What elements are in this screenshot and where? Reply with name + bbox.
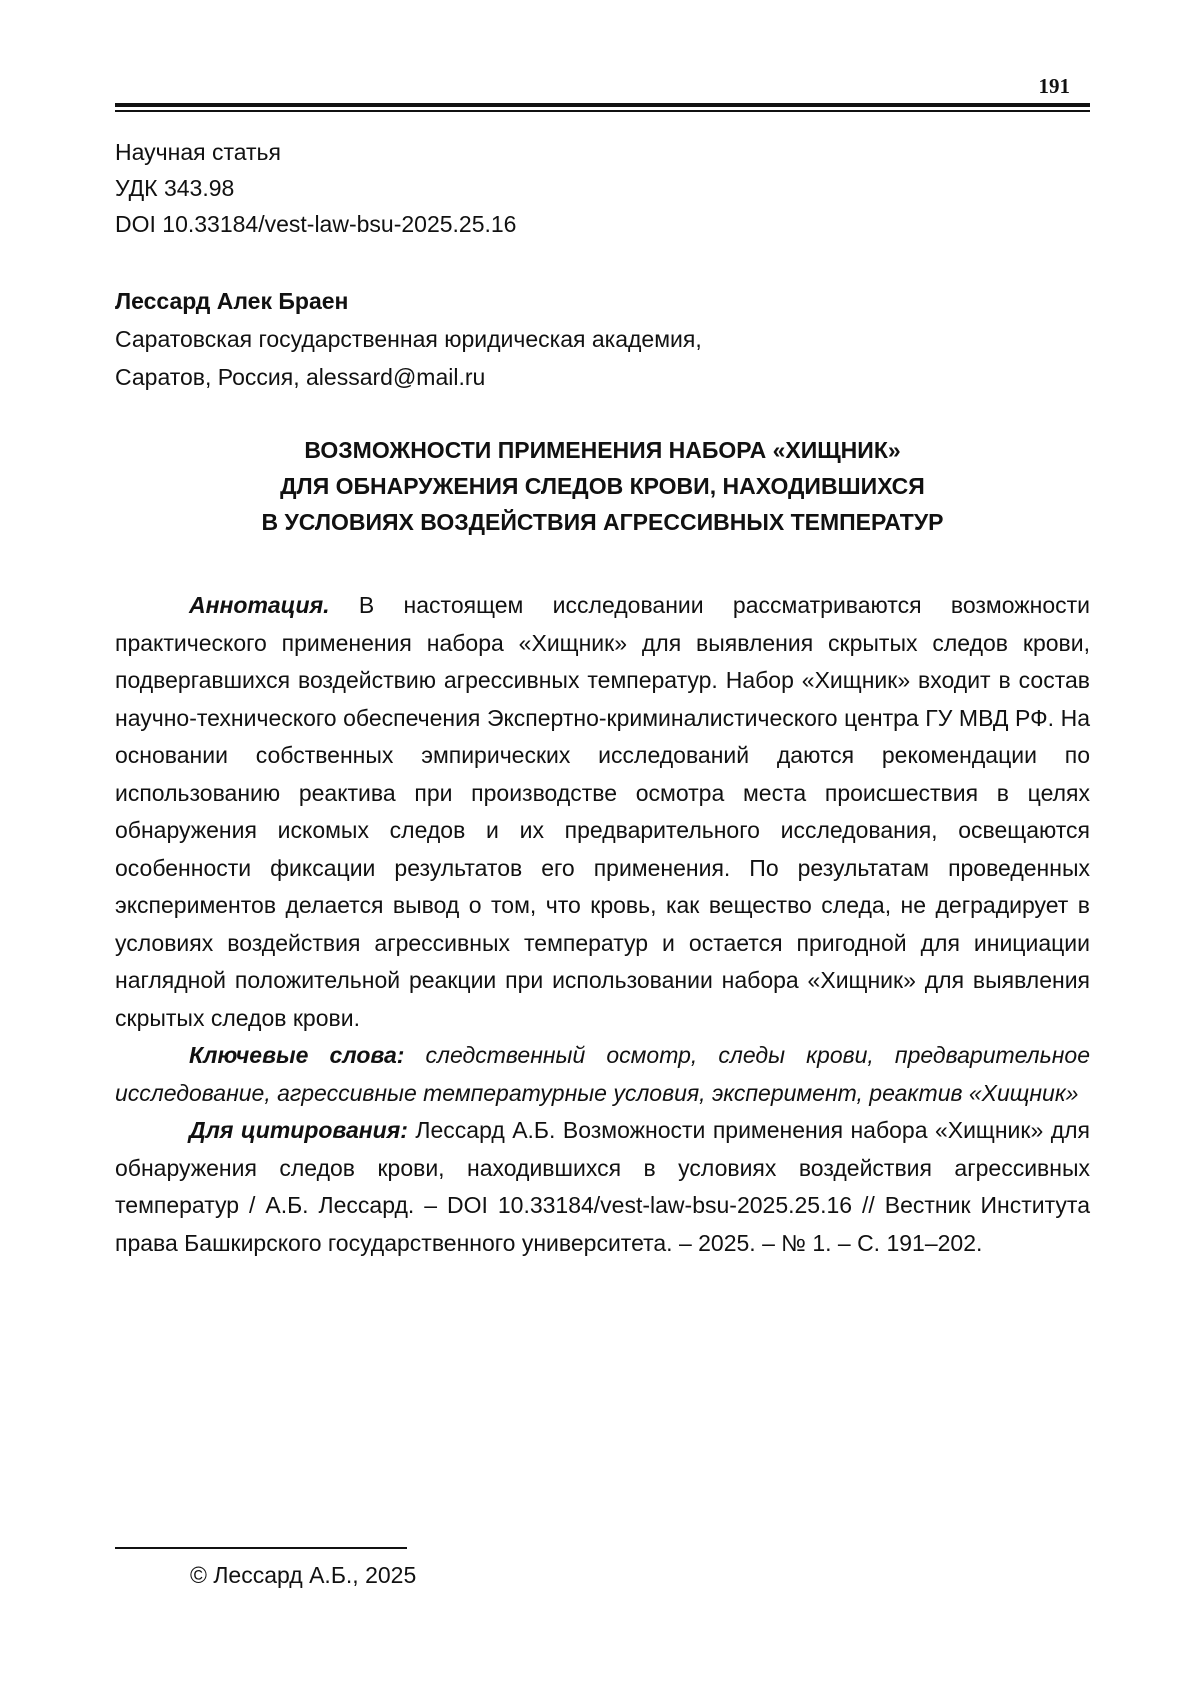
article-meta [115, 134, 516, 242]
title-line-1: ВОЗМОЖНОСТИ ПРИМЕНЕНИЯ НАБОРА «ХИЩНИК» [304, 437, 901, 463]
article-type: Научная статья [115, 139, 281, 165]
page-number: 191 [1038, 74, 1070, 98]
author-name: Лессард Алек Браен [115, 288, 349, 314]
doi: DOI 10.33184/vest-law-bsu-2025.25.16 [115, 211, 517, 237]
citation-label: Для цитирования: [189, 1117, 408, 1143]
author-location-email: Саратов, Россия, alessard@mail.ru [115, 364, 486, 390]
header-rule-thin [115, 110, 1090, 112]
citation-paragraph [115, 1112, 1090, 1262]
abstract-text: В настоящем исследовании рассматриваются возможности практического применения набора «Хищник» для выявления скрытых следов крови, подвергавшихся воздействию агрессивных температур. Набор «Хищник» входит в состав научно-технического обеспечения Экспертно-криминалистического центра ГУ МВД РФ. На основании собственных эмпирических исследований даются рекомендации по использованию реактива при производстве осмотра места происшествия в целях обнаружения искомых следов и их предварительного исследования, освещаются особенности фиксации результатов его применения. По результатам проведенных экспериментов делается вывод о том, что кровь, как вещество следа, не деградирует в условиях воздействия агрессивных температур и остается пригодной для инициации наглядной положительной реакции при использовании набора «Хищник» для выявления скрытых следов крови. [115, 592, 1091, 1031]
keywords-label: Ключевые слова: [189, 1042, 405, 1068]
article-title [115, 432, 1090, 540]
abstract-paragraph [115, 587, 1090, 1037]
keywords-text: следственный осмотр, следы крови, предварительное исследование, агрессивные температурные условия, эксперимент, реактив «Хищник» [115, 1042, 1090, 1106]
author-affiliation: Саратовская государственная юридическая академия, [115, 326, 702, 352]
abstract-label: Аннотация. [189, 592, 330, 618]
author-block [115, 282, 702, 396]
copyright-note: © Лессард А.Б., 2025 [190, 1562, 417, 1588]
title-line-3: В УСЛОВИЯХ ВОЗДЕЙСТВИЯ АГРЕССИВНЫХ ТЕМПЕРАТУР [261, 509, 944, 535]
udc-code: УДК 343.98 [115, 175, 235, 201]
title-line-2: ДЛЯ ОБНАРУЖЕНИЯ СЛЕДОВ КРОВИ, НАХОДИВШИХСЯ [280, 473, 925, 499]
citation-text: Лессард А.Б. Возможности применения набора «Хищник» для обнаружения следов крови, находившихся в условиях воздействия агрессивных температур / А.Б. Лессард. – DOI 10.33184/vest-law-bsu-2025.25.16 // Вестник Института права Башкирского государственного университета. – 2025. – № 1. – С. 191–202. [115, 1117, 1090, 1256]
keywords-paragraph [115, 1037, 1090, 1112]
article-body [115, 587, 1090, 1262]
footnote-rule [115, 1547, 407, 1549]
header-rule-thick [115, 103, 1090, 107]
